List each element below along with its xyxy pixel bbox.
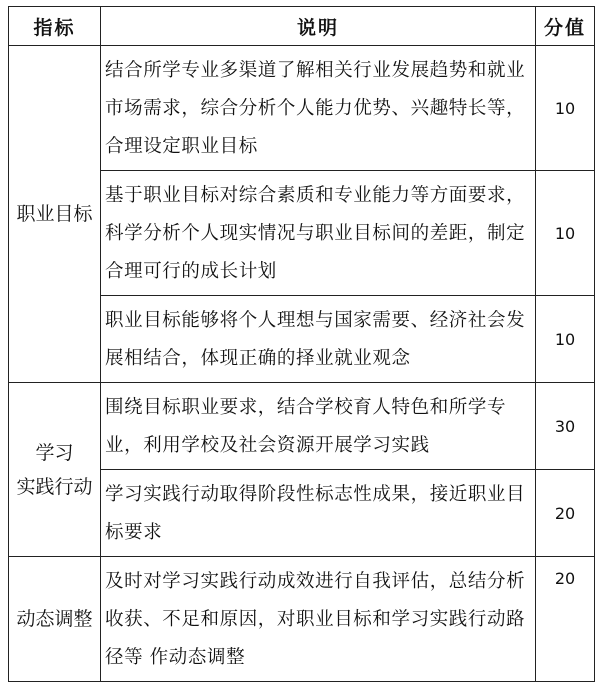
description-cell: 及时对学习实践行动成效进行自我评估，总结分析收获、不足和原因，对职业目标和学习实践行动路径等 作动态调整 [101, 557, 536, 682]
header-description: 说明 [101, 7, 536, 46]
description-cell: 学习实践行动取得阶段性标志性成果，接近职业目标要求 [101, 470, 536, 557]
header-score: 分值 [536, 7, 595, 46]
evaluation-table [8, 6, 595, 682]
table-row [9, 557, 595, 682]
table-row [9, 46, 595, 171]
category-line-1: 学习 [35, 441, 74, 464]
score-cell: 10 [536, 296, 595, 383]
score-cell: 10 [536, 46, 595, 171]
header-indicator: 指标 [9, 7, 101, 46]
category-dynamic-adjustment: 动态调整 [9, 557, 101, 682]
category-learning-practice [9, 383, 101, 557]
description-cell: 基于职业目标对综合素质和专业能力等方面要求，科学分析个人现实情况与职业目标间的差距，制定合理可行的成长计划 [101, 171, 536, 296]
description-cell: 结合所学专业多渠道了解相关行业发展趋势和就业市场需求，综合分析个人能力优势、兴趣特长等，合理设定职业目标 [101, 46, 536, 171]
description-cell: 职业目标能够将个人理想与国家需要、经济社会发展相结合，体现正确的择业就业观念 [101, 296, 536, 383]
category-career-goal: 职业目标 [9, 46, 101, 383]
score-cell: 10 [536, 171, 595, 296]
description-cell: 围绕目标职业要求，结合学校育人特色和所学专业，利用学校及社会资源开展学习实践 [101, 383, 536, 470]
category-line-2: 实践行动 [16, 475, 93, 498]
table-row [9, 383, 595, 470]
score-cell: 30 [536, 383, 595, 470]
score-cell: 20 [536, 557, 595, 682]
score-cell: 20 [536, 470, 595, 557]
header-row [9, 7, 595, 46]
